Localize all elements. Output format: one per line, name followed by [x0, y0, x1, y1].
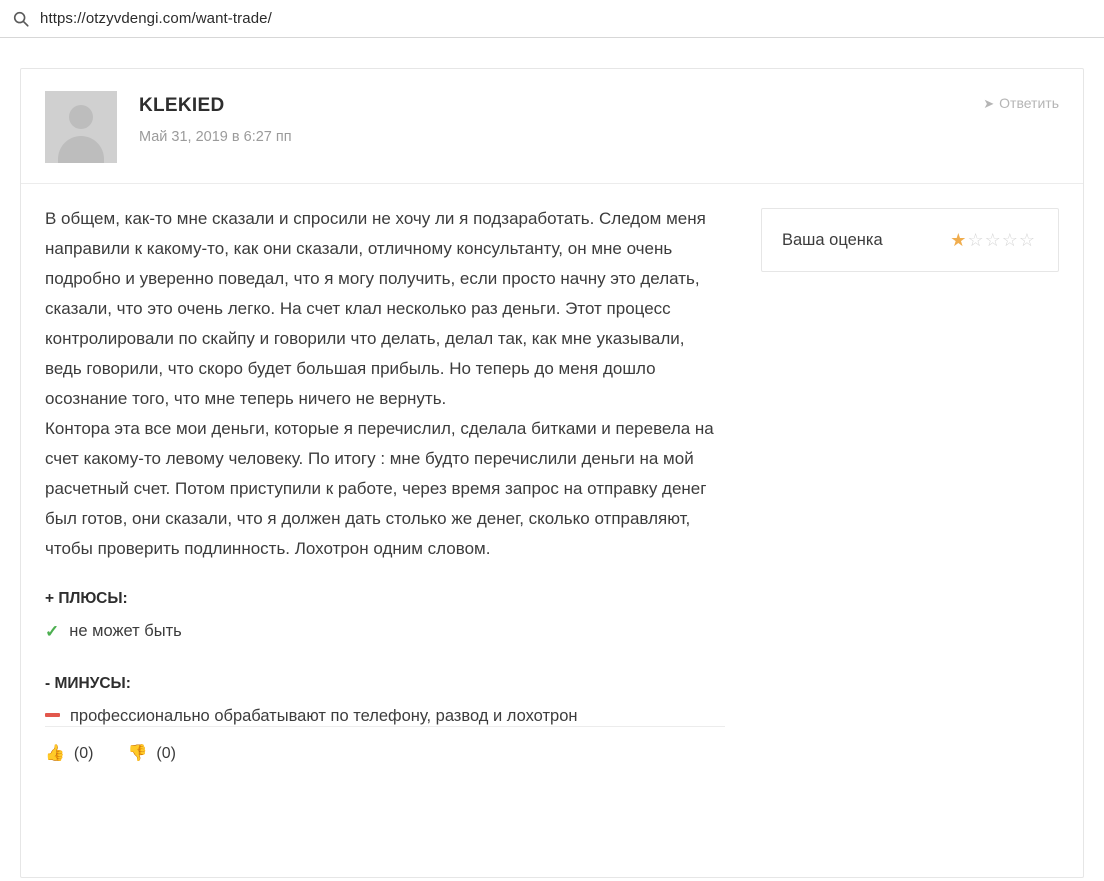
star-5[interactable]: ☆	[1018, 230, 1036, 250]
star-3[interactable]: ☆	[984, 230, 1002, 250]
pros-title: + ПЛЮСЫ:	[45, 590, 128, 607]
comment-card	[20, 68, 1084, 878]
browser-url-bar[interactable]	[0, 0, 1104, 38]
arrow-up-icon: ➤	[983, 95, 995, 111]
star-2[interactable]: ☆	[967, 230, 985, 250]
thumb-up-icon: 👍	[45, 745, 65, 762]
comment-date: Май 31, 2019 в 6:27 пп	[139, 129, 292, 145]
review-paragraph: Контора эта все мои деньги, которые я перечислил, сделала битками и перевела на счет какому-то левому человеку. По итогу : мне будто перечислили деньги на мой расчетный счет. Потом приступили к работе, через время запрос на отправку денег был готов, они сказали, что я должен дать столько же денег, сколько отправляют, чтобы проверить подлинность. Лохотрон одним словом.	[45, 419, 714, 558]
cons-item-label: профессионально обрабатывают по телефону, развод и лохотрон	[70, 707, 578, 725]
comment-author: KLEKIED	[139, 95, 225, 116]
comment-header	[21, 69, 1083, 184]
vote-up-count: (0)	[73, 745, 94, 762]
star-rating[interactable]	[950, 231, 1036, 249]
pros-item-label: не может быть	[69, 622, 182, 640]
star-1[interactable]: ★	[950, 230, 968, 250]
reply-button[interactable]	[983, 95, 1059, 111]
search-icon	[12, 10, 30, 28]
cons-block	[45, 675, 725, 726]
pros-block	[45, 590, 725, 641]
thumb-down-icon: 👎	[127, 745, 148, 762]
check-icon: ✓	[45, 622, 60, 641]
page-content	[0, 38, 1104, 878]
vote-bar	[45, 726, 725, 785]
reply-label: Ответить	[999, 95, 1059, 111]
url-text[interactable]: https://otzyvdengi.com/want-trade/	[40, 10, 272, 27]
star-4[interactable]: ☆	[1001, 230, 1019, 250]
cons-item	[45, 707, 725, 726]
rating-box	[761, 208, 1059, 272]
avatar	[45, 91, 117, 163]
vote-up-button[interactable]	[45, 745, 93, 763]
comment-body	[21, 184, 1083, 726]
rating-label: Ваша оценка	[782, 230, 883, 249]
pros-item	[45, 622, 725, 641]
minus-icon	[45, 713, 60, 717]
comment-text-column	[45, 184, 725, 726]
comment-meta	[139, 91, 292, 145]
vote-down-count: (0)	[156, 745, 176, 762]
cons-title: - МИНУСЫ:	[45, 675, 131, 692]
review-paragraph: В общем, как-то мне сказали и спросили не хочу ли я подзаработать. Следом меня направили к какому-то, как они сказали, отличному консультанту, он мне очень подробно и уверенно поведал, что я могу получить, если просто начну это делать, сказали, что это очень легко. На счет клал несколько раз деньги. Этот процесс контролировали по скайпу и говорили что делать, делал так, как мне указывали, ведь говорили, что скоро будет большая прибыль. Но теперь до меня дошло осознание того, что мне теперь ничего не вернуть.	[45, 209, 706, 408]
review-text	[45, 204, 725, 564]
vote-down-button[interactable]	[127, 745, 175, 763]
rating-column	[725, 184, 1059, 726]
